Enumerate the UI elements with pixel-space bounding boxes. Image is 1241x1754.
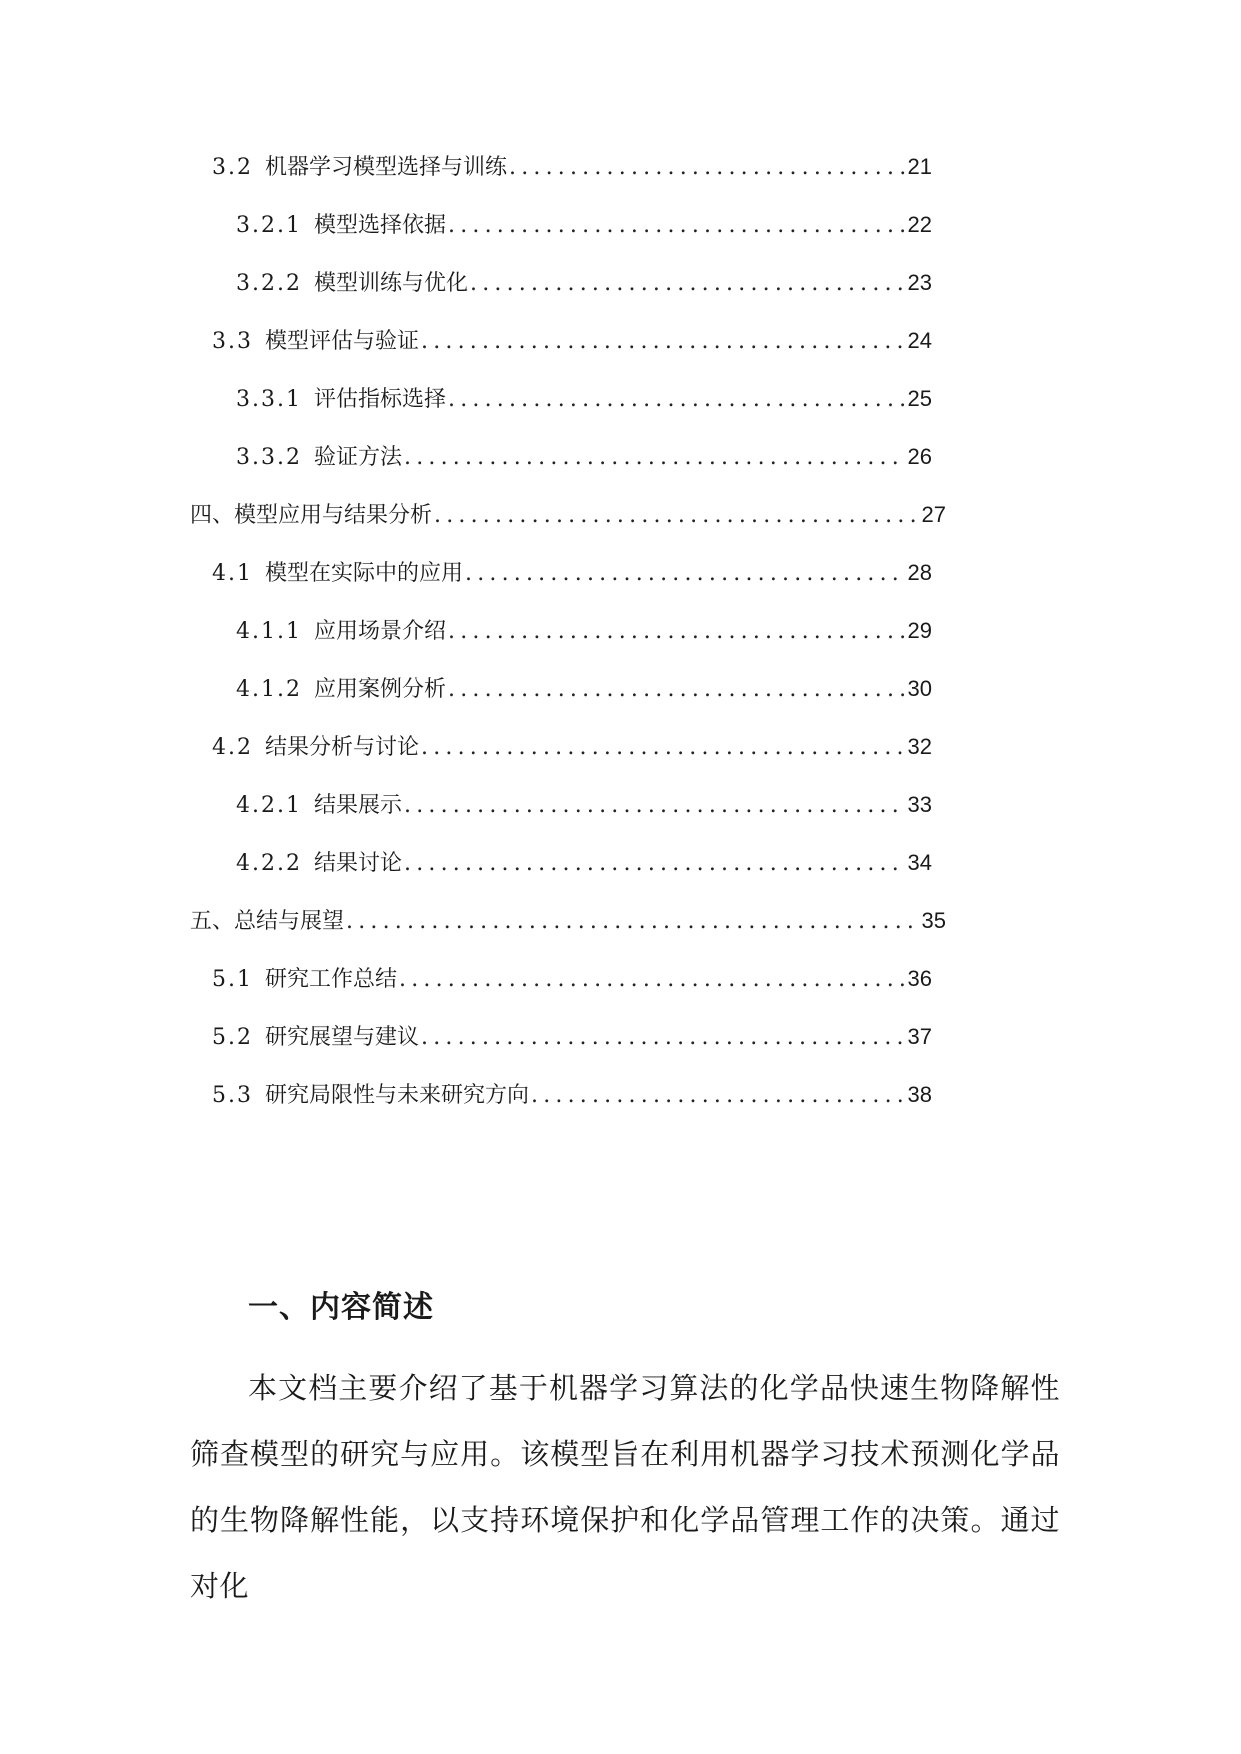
toc-entry-page-number: 33 bbox=[907, 792, 932, 817]
toc-entry-number: 4.1.1 bbox=[236, 619, 302, 644]
toc-entry-title: 模型选择依据 bbox=[313, 213, 446, 238]
toc-entry-page-number: 27 bbox=[921, 502, 946, 527]
toc-dot-leader bbox=[346, 905, 919, 938]
toc-entry-number: 4.1.2 bbox=[236, 677, 302, 702]
toc-entry[interactable] bbox=[236, 208, 932, 242]
toc-dot-leader bbox=[448, 673, 906, 706]
toc-dot-leader bbox=[448, 383, 906, 416]
toc-entry[interactable] bbox=[236, 672, 932, 706]
toc-entry-title: 模型在实际中的应用 bbox=[265, 561, 464, 586]
toc-entry[interactable] bbox=[212, 324, 932, 358]
toc-entry-number: 5.3 bbox=[212, 1083, 253, 1108]
toc-entry-number: 4.2.2 bbox=[236, 851, 302, 876]
toc-entry-title: 研究局限性与未来研究方向 bbox=[265, 1083, 530, 1108]
toc-dot-leader bbox=[465, 557, 906, 590]
toc-entry-page-number: 26 bbox=[907, 444, 932, 469]
toc-entry-title: 研究工作总结 bbox=[265, 967, 398, 992]
toc-entry-number: 3.2.2 bbox=[236, 271, 302, 296]
toc-entry-page-number: 22 bbox=[907, 212, 932, 237]
toc-entry-title: 模型评估与验证 bbox=[265, 329, 420, 354]
toc-entry-number: 4.1 bbox=[212, 561, 253, 586]
toc-entry[interactable] bbox=[236, 788, 932, 822]
toc-entry-number: 3.3.2 bbox=[236, 445, 302, 470]
toc-entry[interactable] bbox=[190, 904, 946, 938]
toc-dot-leader bbox=[448, 209, 906, 242]
toc-entry-number: 3.2 bbox=[212, 155, 253, 180]
toc-entry-page-number: 38 bbox=[907, 1082, 932, 1107]
toc-entry[interactable] bbox=[190, 498, 946, 532]
toc-entry[interactable] bbox=[212, 730, 932, 764]
section-heading: 一、内容简述 bbox=[248, 1290, 434, 1325]
toc-entry-title: 应用场景介绍 bbox=[313, 619, 446, 644]
toc-entry-number: 4.2 bbox=[212, 735, 253, 760]
toc-entry-page-number: 28 bbox=[907, 560, 932, 585]
toc-entry-title: 模型训练与优化 bbox=[313, 271, 468, 296]
toc-entry-title: 结果讨论 bbox=[313, 851, 402, 876]
toc-entry-page-number: 34 bbox=[907, 850, 932, 875]
toc-entry-title: 机器学习模型选择与训练 bbox=[265, 155, 508, 180]
toc-entry[interactable] bbox=[236, 614, 932, 648]
toc-entry-page-number: 32 bbox=[907, 734, 932, 759]
toc-entry[interactable] bbox=[236, 440, 932, 474]
toc-entry-number: 3.3.1 bbox=[236, 387, 302, 412]
toc-entry-title: 总结与展望 bbox=[234, 909, 345, 934]
toc-entry-title: 结果分析与讨论 bbox=[265, 735, 420, 760]
toc-entry-title: 结果展示 bbox=[313, 793, 402, 818]
toc-dot-leader bbox=[404, 847, 906, 880]
toc-entry-number: 四、 bbox=[190, 503, 235, 528]
toc-entry-number: 3.2.1 bbox=[236, 213, 302, 238]
toc-dot-leader bbox=[421, 325, 906, 358]
toc-entry-number: 五、 bbox=[190, 909, 235, 934]
toc-dot-leader bbox=[421, 1021, 906, 1054]
toc-entry-number: 3.3 bbox=[212, 329, 253, 354]
toc-dot-leader bbox=[531, 1079, 906, 1112]
toc-entry[interactable] bbox=[212, 150, 932, 184]
toc-dot-leader bbox=[421, 731, 906, 764]
toc-entry-page-number: 37 bbox=[907, 1024, 932, 1049]
toc-entry-number: 5.2 bbox=[212, 1025, 253, 1050]
toc-dot-leader bbox=[399, 963, 906, 996]
toc-entry-page-number: 29 bbox=[907, 618, 932, 643]
toc-entry-title: 研究展望与建议 bbox=[265, 1025, 420, 1050]
toc-dot-leader bbox=[448, 615, 906, 648]
toc-dot-leader bbox=[470, 267, 906, 300]
toc-entry-page-number: 30 bbox=[907, 676, 932, 701]
section-paragraph: 本文档主要介绍了基于机器学习算法的化学品快速生物降解性筛查模型的研究与应用。该模型旨在利用机器学习技术预测化学品的生物降解性能，以支持环境保护和化学品管理工作的决策。通过对化 bbox=[190, 1371, 1060, 1603]
toc-entry[interactable] bbox=[212, 1020, 932, 1054]
toc-entry-title: 模型应用与结果分析 bbox=[234, 503, 433, 528]
toc-dot-leader bbox=[509, 151, 906, 184]
toc-entry[interactable] bbox=[236, 382, 932, 416]
toc-dot-leader bbox=[404, 441, 906, 474]
toc-entry-page-number: 36 bbox=[907, 966, 932, 991]
toc-entry-page-number: 24 bbox=[907, 328, 932, 353]
toc-entry[interactable] bbox=[212, 556, 932, 590]
toc-entry-number: 4.2.1 bbox=[236, 793, 302, 818]
toc-entry[interactable] bbox=[236, 846, 932, 880]
toc-entry-page-number: 23 bbox=[907, 270, 932, 295]
toc-dot-leader bbox=[404, 789, 906, 822]
toc-entry[interactable] bbox=[236, 266, 932, 300]
toc-entry-page-number: 25 bbox=[907, 386, 932, 411]
toc-entry[interactable] bbox=[212, 962, 932, 996]
toc-entry-page-number: 21 bbox=[907, 154, 932, 179]
toc-dot-leader bbox=[434, 499, 919, 532]
toc-entry-title: 验证方法 bbox=[313, 445, 402, 470]
toc-entry-number: 5.1 bbox=[212, 967, 253, 992]
toc-entry-page-number: 35 bbox=[921, 908, 946, 933]
toc-entry-title: 评估指标选择 bbox=[313, 387, 446, 412]
toc-entry[interactable] bbox=[212, 1078, 932, 1112]
toc-entry-title: 应用案例分析 bbox=[313, 677, 446, 702]
